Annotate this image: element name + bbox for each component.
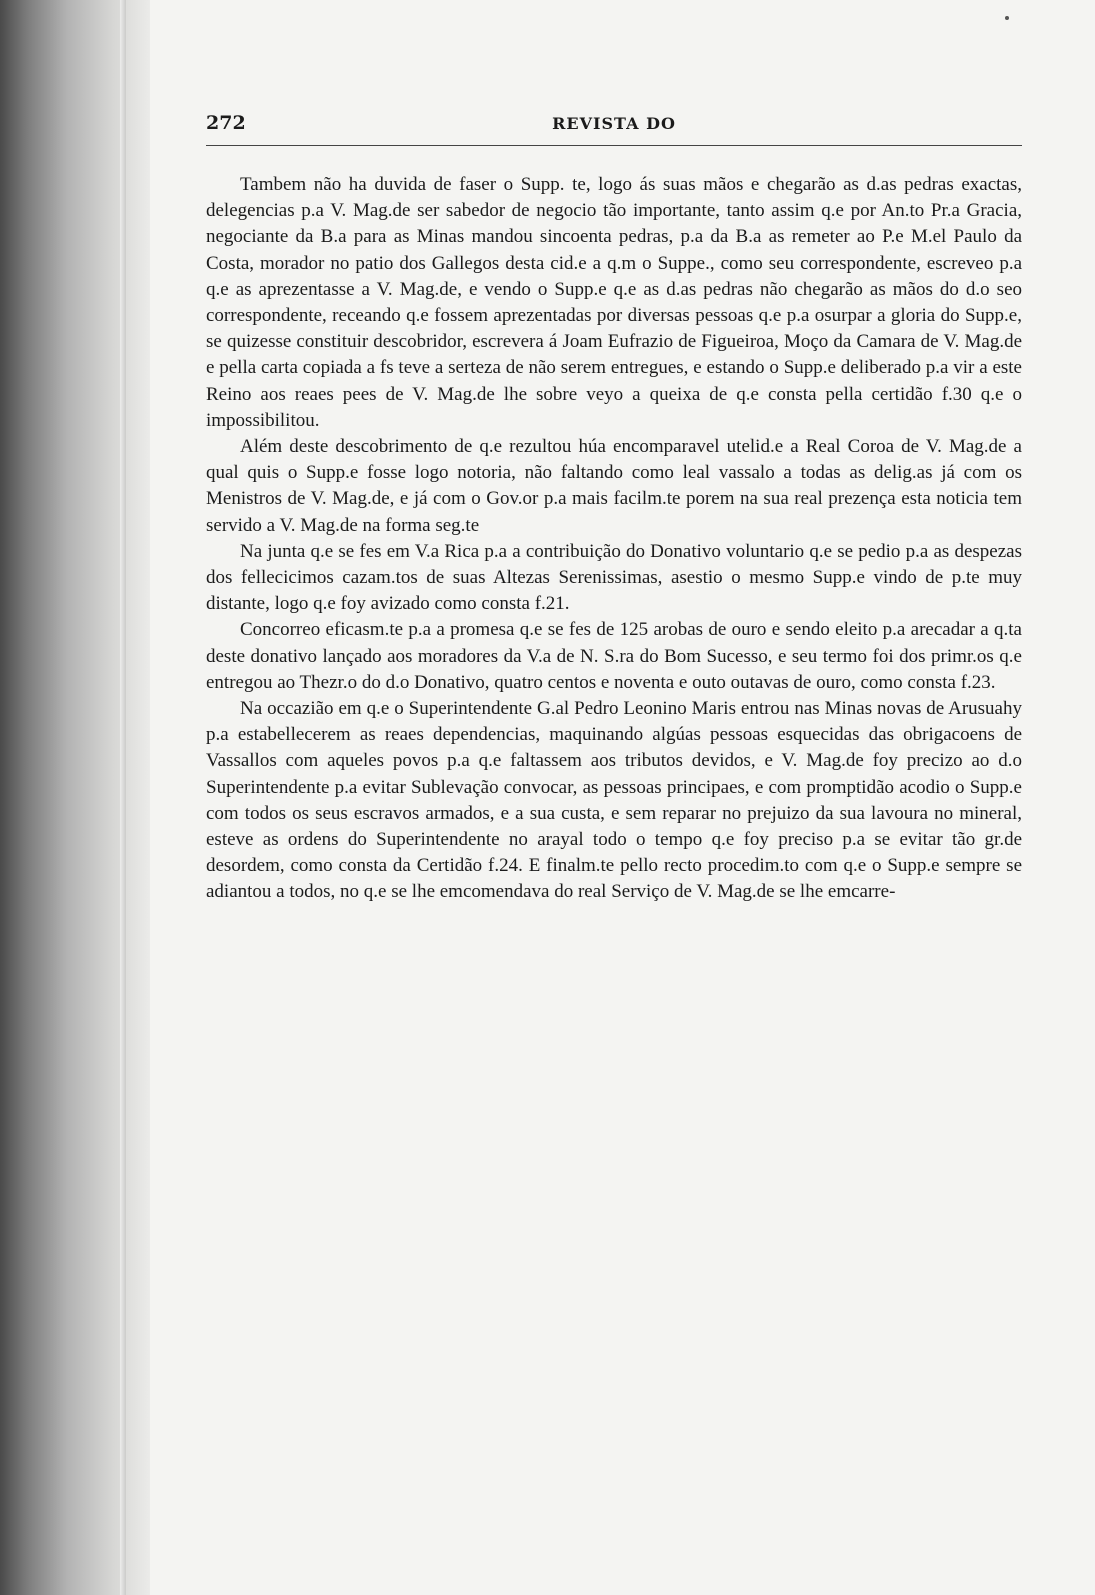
- paragraph: Concorreo eficasm.te p.a a promesa q.e se fes de 125 arobas de ouro e sendo eleito p.a arecadar a q.ta deste donativo lançado aos moradores da V.a de N. S.ra do Bom Sucesso, e seu termo foi dos primr.os q.e entregou ao Thezr.o do d.o Donativo, quatro centos e noventa e outo outavas de ouro, como consta f.23.: [206, 619, 1022, 693]
- paragraph: Na junta q.e se fes em V.a Rica p.a a contribuição do Donativo voluntario q.e se pedio p.a as despezas dos fellecicimos cazam.tos de suas Altezas Serenissimas, asestio o mesmo Supp.e vindo de p.te muy distante, logo q.e foy avizado como consta f.21.: [206, 540, 1022, 615]
- book-spine-shadow: [0, 0, 150, 1595]
- body-text: [206, 172, 1022, 906]
- paragraph: Além deste descobrimento de q.e rezultou húa encomparavel utelid.e a Real Coroa de V. Mag.de a qual quis o Supp.e fosse logo notoria, não faltando como leal vassalo a todas as delig.as já com os Menistros de V. Mag.de, e já com o Gov.or p.a mais facilm.te porem na sua real prezença esta noticia tem servido a V. Mag.de na forma seg.te: [206, 436, 1022, 536]
- paragraph: Tambem não ha duvida de faser o Supp. te, logo ás suas mãos e chegarão as d.as pedras exactas, delegencias p.a V. Mag.de ser sabedor de negocio tão importante, tanto assim q.e por An.to Pr.a Gracia, negociante da B.a para as Minas mandou sincoenta pedras, p.a da B.a as remeter ao P.e M.el Paulo da Costa, morador no patio dos Gallegos desta cid.e a q.m o Suppe., como seu correspondente, escreveo p.a q.e as aprezentasse a V. Mag.de, e vendo o Supp.e q.e as d.as pedras não chegarão as mãos do d.o seo correspondente, receando q.e fossem aprezentadas por diversas pessoas q.e p.a osurpar a gloria do Supp.e, se quizesse constituir descobridor, escrevera á Joam Eufrazio de Figueiroa, Moço da Camara de V. Mag.de e pella carta copiada a fs teve a serteza de não serem entregues, e estando o Supp.e deliberado p.a vir a este Reino aos reaes pees de V. Mag.de lhe sobre veyo a queixa de q.e consta pella certidão f.30 q.e o impossibilitou.: [206, 174, 1022, 431]
- page-number: 272: [206, 112, 246, 134]
- page-header: [206, 112, 1022, 140]
- header-rule: [206, 145, 1022, 146]
- paragraph: Na occazião em q.e o Superintendente G.al Pedro Leonino Maris entrou nas Minas novas de Arusuahy p.a estabellecerem as reaes dependencias, maquinando algúas pessoas esquecidas das obrigacoens de Vassallos com aqueles povos p.a q.e faltassem aos tributos devidos, e V. Mag.de foy precizo ao d.o Superintendente p.a evitar Sublevação convocar, as pessoas principaes, e com promptidão acodio o Supp.e com todos os seus escravos armados, e a sua custa, e sem reparar no prejuizo da sua lavoura no mineral, esteve as ordens do Superintendente no arayal todo o tempo q.e foy preciso p.a se evitar tão gr.de desordem, como consta da Certidão f.24. E finalm.te pello recto procedim.to com q.e o Supp.e sempre se adiantou a todos, no q.e se lhe emcomendava do real Serviço de V. Mag.de se lhe emcarre-: [206, 698, 1022, 903]
- running-title: REVISTA DO: [552, 114, 676, 133]
- speck-mark: [1005, 16, 1009, 20]
